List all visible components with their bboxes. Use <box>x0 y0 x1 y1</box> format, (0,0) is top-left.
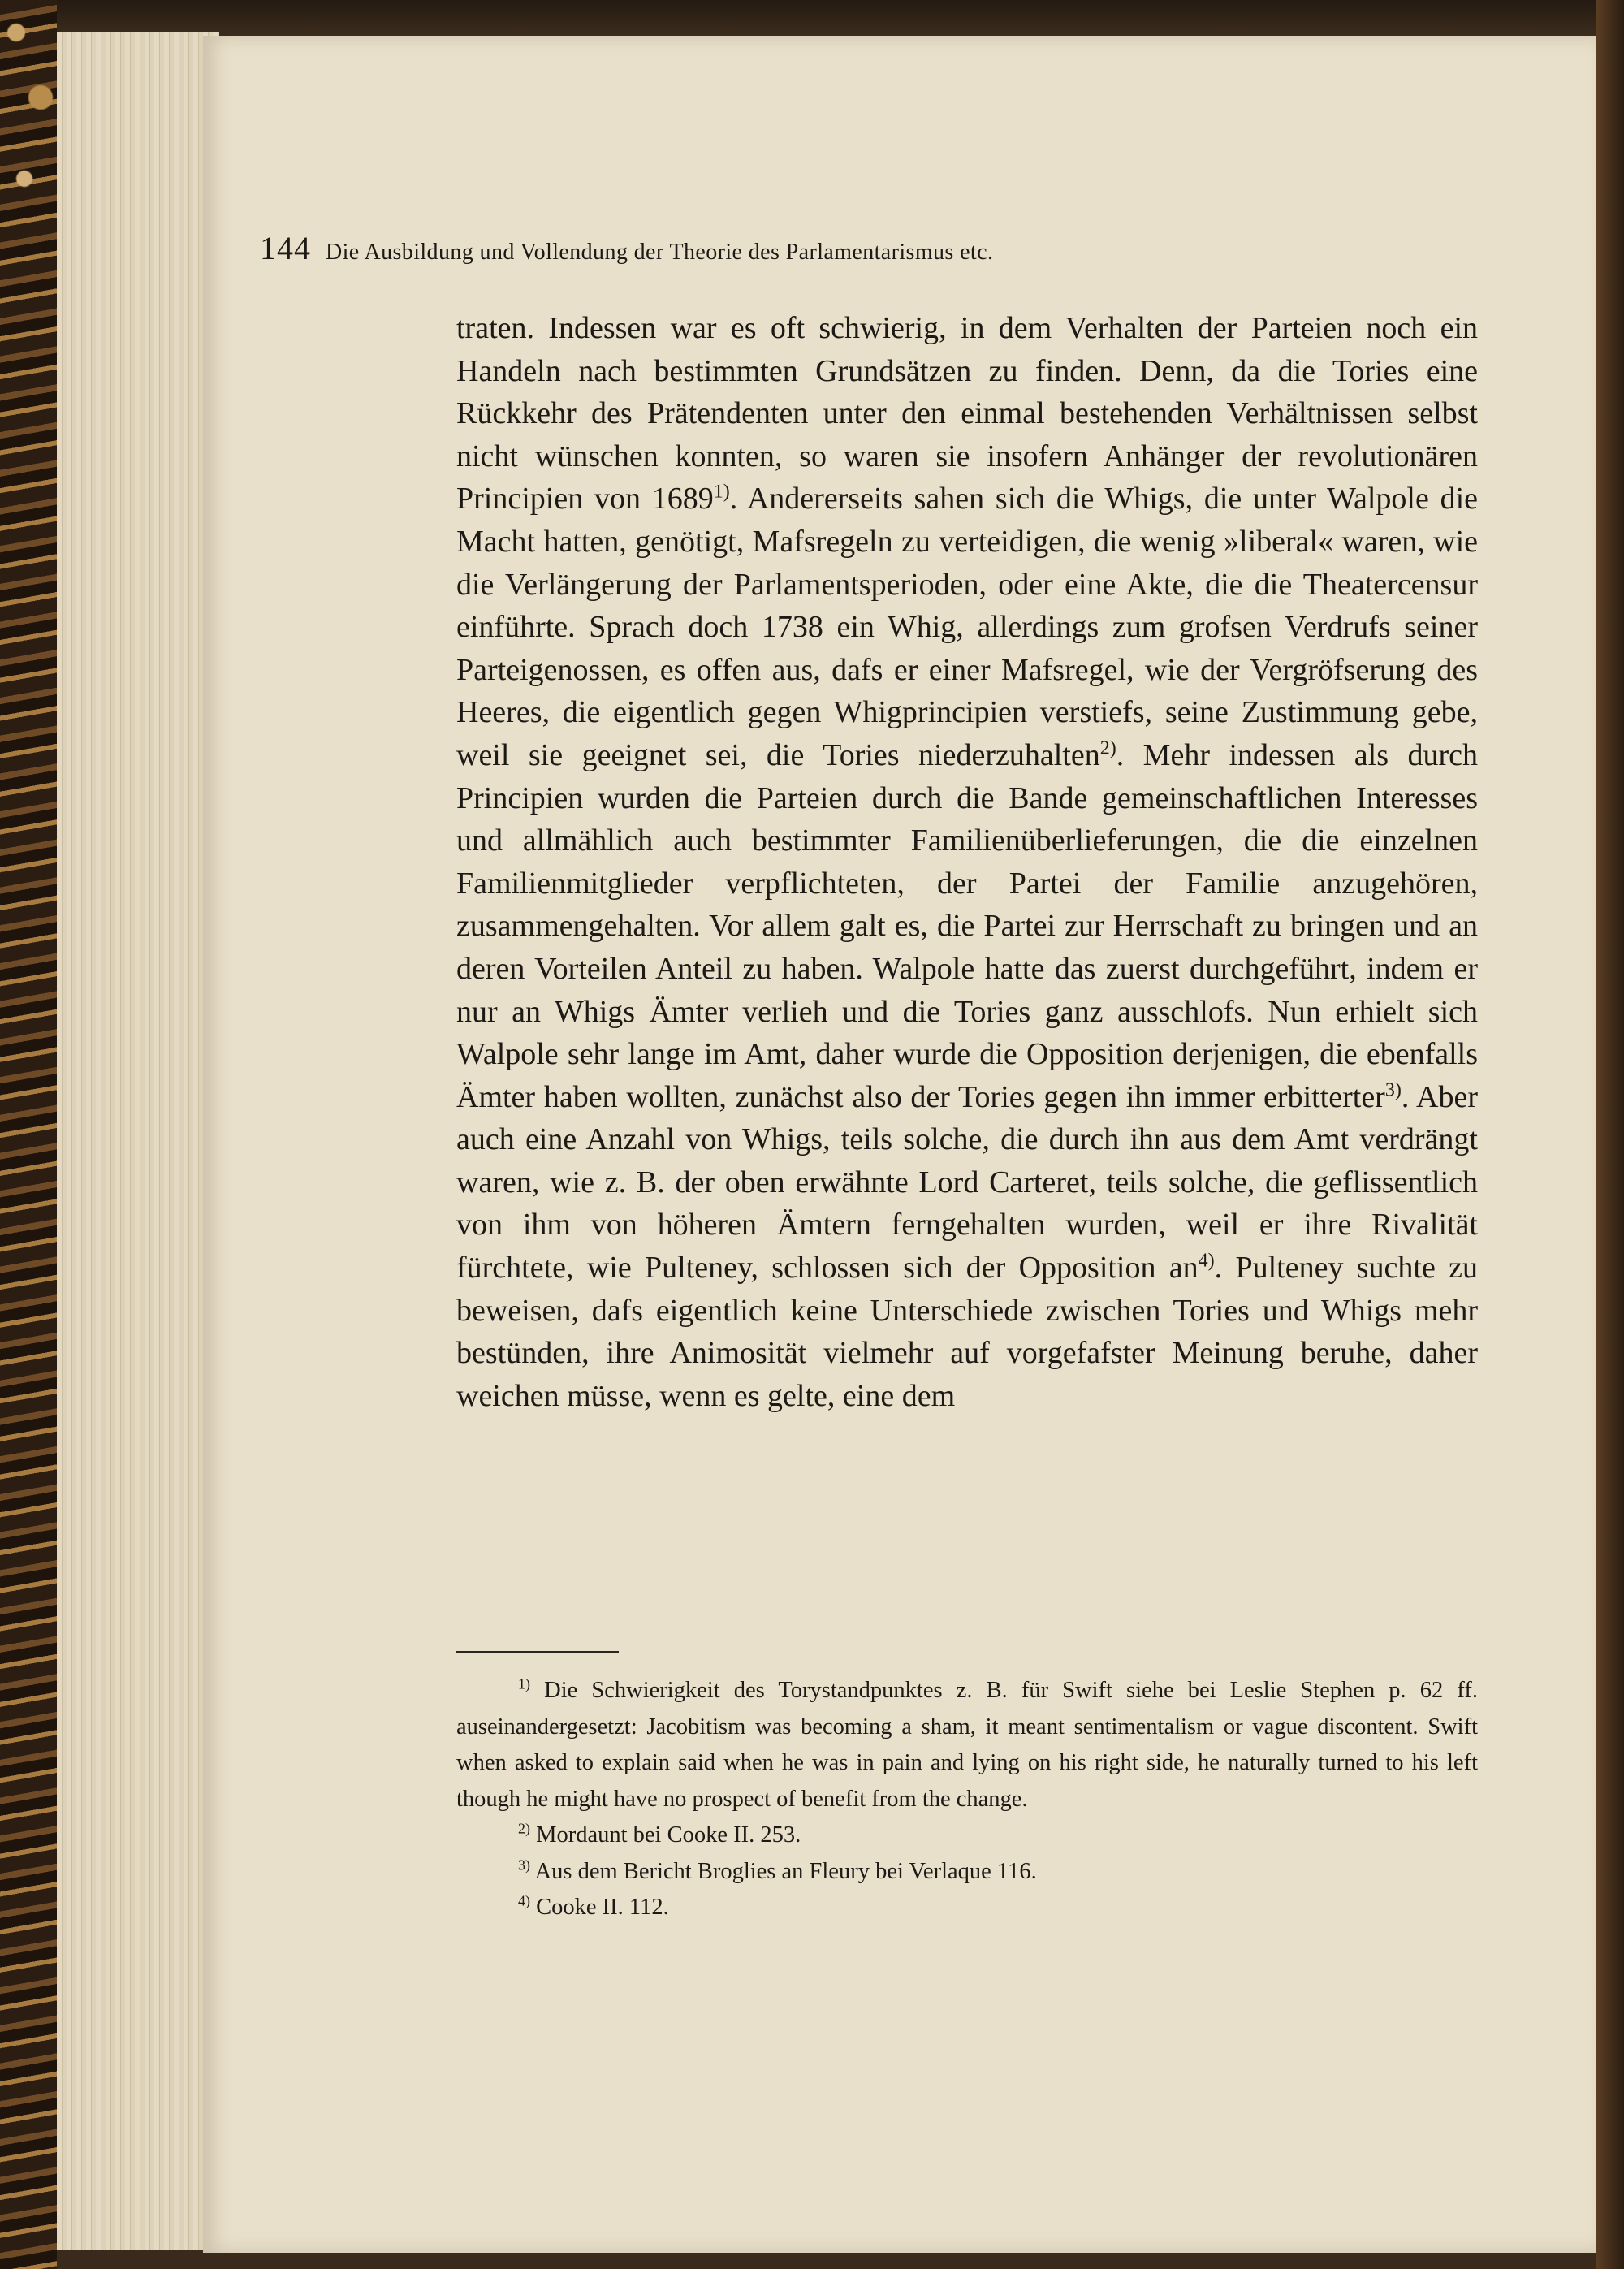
footnote-mark: 3) <box>518 1856 530 1873</box>
page-number: 144 <box>260 230 311 266</box>
paragraph-segment: . Aber auch eine Anzahl von Whigs, teils solche, die durch ihn aus dem Amt verdrängt waren, wie z. B. der oben erwähnte Lord Carteret, teils solche, die geflissentlich von ihm von höheren Ämtern ferngehalten wurden, weil er ihre Rivalität fürchtete, wie Pulteney, schlossen sich der Opposition an <box>456 1079 1478 1286</box>
paragraph-segment: . Andererseits sahen sich die Whigs, die unter Walpole die Macht hatten, genötigt, Mafsregeln zu verteidigen, die wenig »liberal« waren, wie die Verlängerung der Parlamentsperioden, oder eine Akte, die die Theatercensur einführte. Sprach doch 1738 ein Whig, allerdings zum grofsen Verdrufs seiner Parteigenossen, es offen aus, dafs er einer Mafsregel, wie der Vergröfserung des Heeres, die eigentlich gegen Whigprincipien verstiefs, seine Zustimmung gebe, weil sie geeignet sei, die Tories niederzuhalten <box>456 482 1478 772</box>
footnote-mark: 1) <box>518 1675 530 1692</box>
page-header <box>260 229 1445 267</box>
paragraph-segment: . Pulteney suchte zu beweisen, dafs eigentlich keine Unterschiede zwischen Tories und Whigs mehr bestünden, ihre Animosität vielmehr auf vorgefafster Meinung beruhe, daher weichen müsse, wenn es gelte, eine dem <box>456 1251 1478 1413</box>
footnote-3 <box>456 1854 1478 1891</box>
footnote-mark: 4) <box>518 1892 530 1909</box>
footnote-mark: 2) <box>518 1820 530 1837</box>
footnote-separator-rule <box>456 1651 619 1653</box>
running-head: Die Ausbildung und Vollendung der Theorie des Parlamentarismus etc. <box>326 240 994 265</box>
main-paragraph <box>456 307 1478 1417</box>
footnote-2 <box>456 1817 1478 1854</box>
footnote-ref-1: 1) <box>713 481 730 503</box>
paragraph-segment: . Mehr indessen als durch Principien wurden die Parteien durch die Bande gemeinschaftlichen Interesses und allmählich auch bestimmter Familienüberlieferungen, die die einzelnen Familienmitglieder verpflichteten, der Partei der Familie anzugehören, zusammengehalten. Vor allem galt es, die Partei zur Herrschaft zu bringen und an deren Vorteilen Anteil zu haben. Walpole hatte das zuerst durchgeführt, indem er nur an Whigs Ämter verlieh und die Tories ganz ausschlofs. Nun erhielt sich Walpole sehr lange im Amt, daher wurde die Opposition derjenigen, die ebenfalls Ämter haben wollten, zunächst also der Tories gegen ihn immer erbitterter <box>456 737 1478 1114</box>
book-binding-right <box>1596 0 1624 2269</box>
footnote-1 <box>456 1673 1478 1817</box>
book-binding-top <box>0 0 1624 36</box>
footnote-ref-2: 2) <box>1099 737 1116 759</box>
footnote-text: Cooke II. 112. <box>536 1895 669 1920</box>
footnote-text: Aus dem Bericht Broglies an Fleury bei Verlaque 116. <box>534 1858 1037 1884</box>
paragraph-segment: traten. Indessen war es oft schwierig, in dem Verhalten der Parteien noch ein Handeln nach bestimmten Grundsätzen zu finden. Denn, da die Tories eine Rückkehr des Prätendenten unter den einmal bestehenden Verhältnissen selbst nicht wünschen konnten, so waren sie insofern Anhänger der revolutionären Principien von 1689 <box>456 311 1478 516</box>
footnote-text: Die Schwierigkeit des Torystandpunktes z. B. für Swift siehe bei Leslie Stephen p. 62 ff. auseinandergesetzt: Jacobitism was becoming a sham, it meant sentimentalism or vague discontent. Swift when asked to explain said when he was in pain and lying on his right side, he naturally turned to his left though he might have no prospect of benefit from the change. <box>456 1678 1478 1812</box>
footnotes <box>456 1673 1478 1926</box>
footnote-ref-4: 4) <box>1198 1250 1215 1272</box>
footnote-text: Mordaunt bei Cooke II. 253. <box>536 1822 801 1848</box>
footnote-4 <box>456 1890 1478 1926</box>
marbled-book-edge <box>0 0 57 2269</box>
footnote-ref-3: 3) <box>1384 1079 1402 1101</box>
stacked-page-edges <box>57 32 219 2250</box>
